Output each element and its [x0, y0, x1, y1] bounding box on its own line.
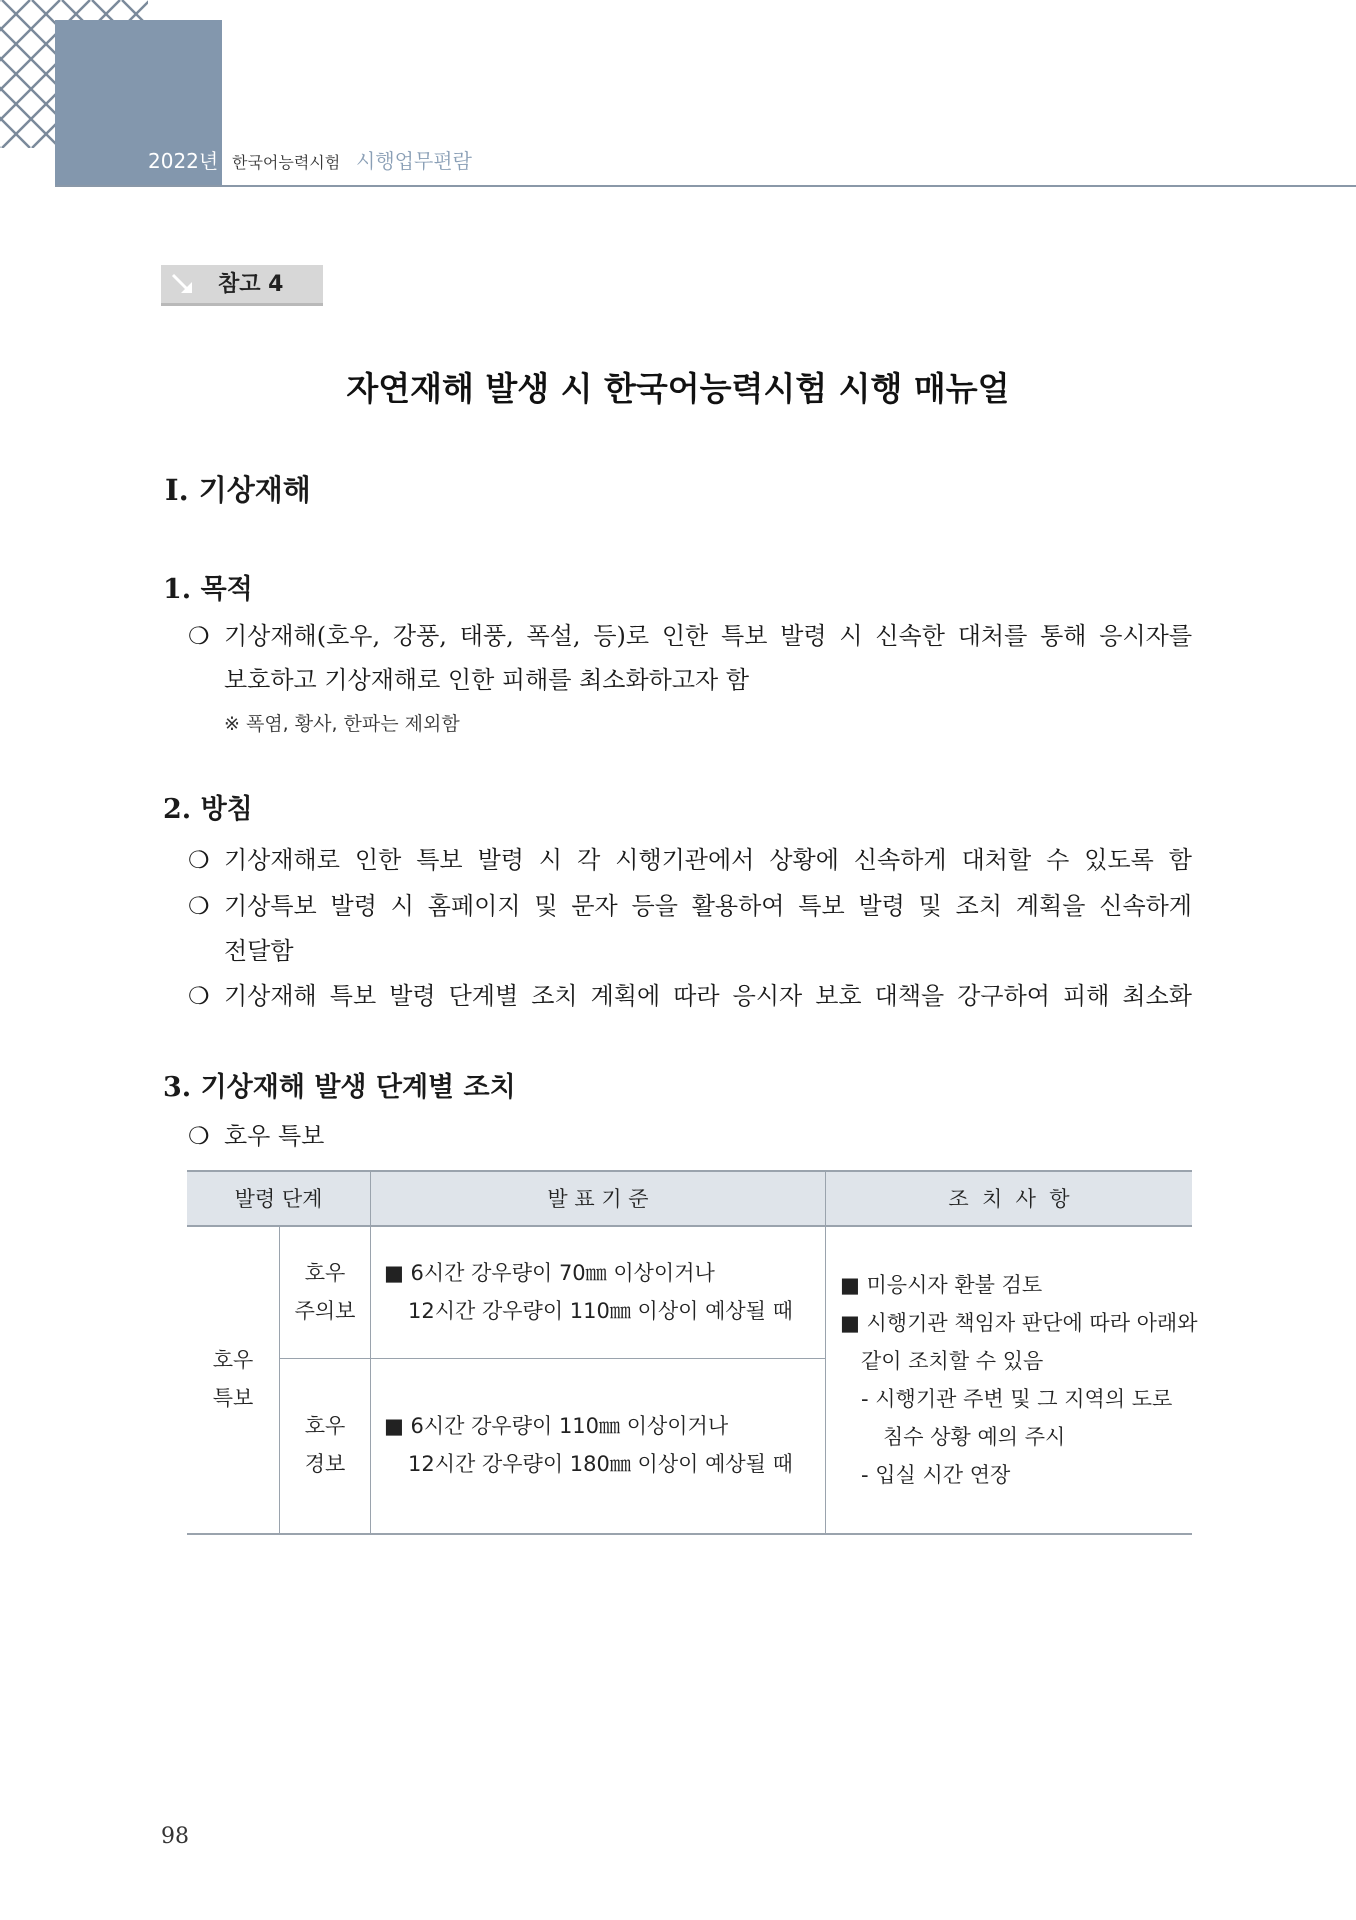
purpose-note: ※ 폭염, 황사, 한파는 제외함 [224, 713, 460, 735]
table-row-1-criteria-2: 12시간 강우량이 110㎜ 이상이 예상될 때 [408, 1299, 793, 1323]
table-bottom-border [187, 1533, 1192, 1535]
policy-bullet-1: ❍ [188, 846, 210, 874]
table-group-label-1: 호우 [212, 1348, 254, 1372]
table-action-3: - 시행기관 주변 및 그 지역의 도로 [861, 1387, 1173, 1411]
reference-tag-label: 참고 4 [218, 272, 284, 297]
measures-bullet: ❍ [188, 1122, 210, 1150]
table-row-2-criteria-1: ■ 6시간 강우량이 110㎜ 이상이거나 [384, 1414, 729, 1438]
purpose-bullet: ❍ [188, 622, 210, 650]
measures-heading: 3. 기상재해 발생 단계별 조치 [163, 1072, 516, 1103]
table-row-divider [279, 1358, 825, 1359]
table-header-criteria: 발 표 기 준 [547, 1187, 649, 1211]
purpose-line-2: 보호하고 기상재해로 인한 피해를 최소화하고자 함 [224, 666, 750, 694]
table-header-stage: 발령 단계 [234, 1187, 323, 1211]
table-action-2-cont: 같이 조치할 수 있음 [861, 1349, 1044, 1373]
header-year: 2022년 [148, 149, 219, 173]
table-col-divider-1 [370, 1172, 371, 1534]
table-col-divider-2 [825, 1172, 826, 1534]
policy-item-2: 기상특보 발령 시 홈페이지 및 문자 등을 활용하여 특보 발령 및 조치 계획을 신속하게 [224, 892, 1192, 920]
policy-item-1: 기상재해로 인한 특보 발령 시 각 시행기관에서 상황에 신속하게 대처할 수 있도록 함 [224, 846, 1192, 874]
header-title-main: 한국어능력시험 [232, 153, 341, 172]
purpose-heading: 1. 목적 [163, 574, 253, 605]
table-row-1-stage-2: 주의보 [294, 1299, 356, 1323]
measures-sub-heading: 호우 특보 [224, 1122, 325, 1150]
table-group-label-2: 특보 [212, 1386, 254, 1410]
policy-item-3: 기상재해 특보 발령 단계별 조치 계획에 따라 응시자 보호 대책을 강구하여 피해 최소화 [224, 982, 1192, 1010]
page-number: 98 [161, 1824, 189, 1849]
policy-heading: 2. 방침 [163, 794, 253, 825]
table-action-1: ■ 미응시자 환불 검토 [840, 1273, 1043, 1297]
table-action-3-cont: 침수 상황 예의 주시 [883, 1425, 1066, 1449]
document-title: 자연재해 발생 시 한국어능력시험 시행 매뉴얼 [346, 369, 1010, 408]
table-row-2-stage-2: 경보 [304, 1452, 346, 1476]
purpose-line-1: 기상재해(호우, 강풍, 태풍, 폭설, 등)로 인한 특보 발령 시 신속한 대처를 통해 응시자를 [224, 622, 1192, 650]
policy-bullet-2: ❍ [188, 892, 210, 920]
table-row-1-stage-1: 호우 [304, 1261, 346, 1285]
section-title: Ⅰ. 기상재해 [165, 473, 311, 507]
policy-item-2-cont: 전달함 [224, 937, 294, 965]
header-title-sub: 시행업무편람 [356, 149, 472, 173]
header-rule [55, 185, 1356, 187]
table-header-actions: 조 치 사 항 [948, 1187, 1070, 1211]
table-action-4: - 입실 시간 연장 [861, 1463, 1011, 1487]
table-action-2: ■ 시행기관 책임자 판단에 따라 아래와 [840, 1311, 1198, 1335]
table-row-2-stage-1: 호우 [304, 1414, 346, 1438]
table-row-2-criteria-2: 12시간 강우량이 180㎜ 이상이 예상될 때 [408, 1452, 793, 1476]
policy-bullet-3: ❍ [188, 982, 210, 1010]
arrow-down-right-icon [170, 272, 196, 298]
table-row-1-criteria-1: ■ 6시간 강우량이 70㎜ 이상이거나 [384, 1261, 715, 1285]
